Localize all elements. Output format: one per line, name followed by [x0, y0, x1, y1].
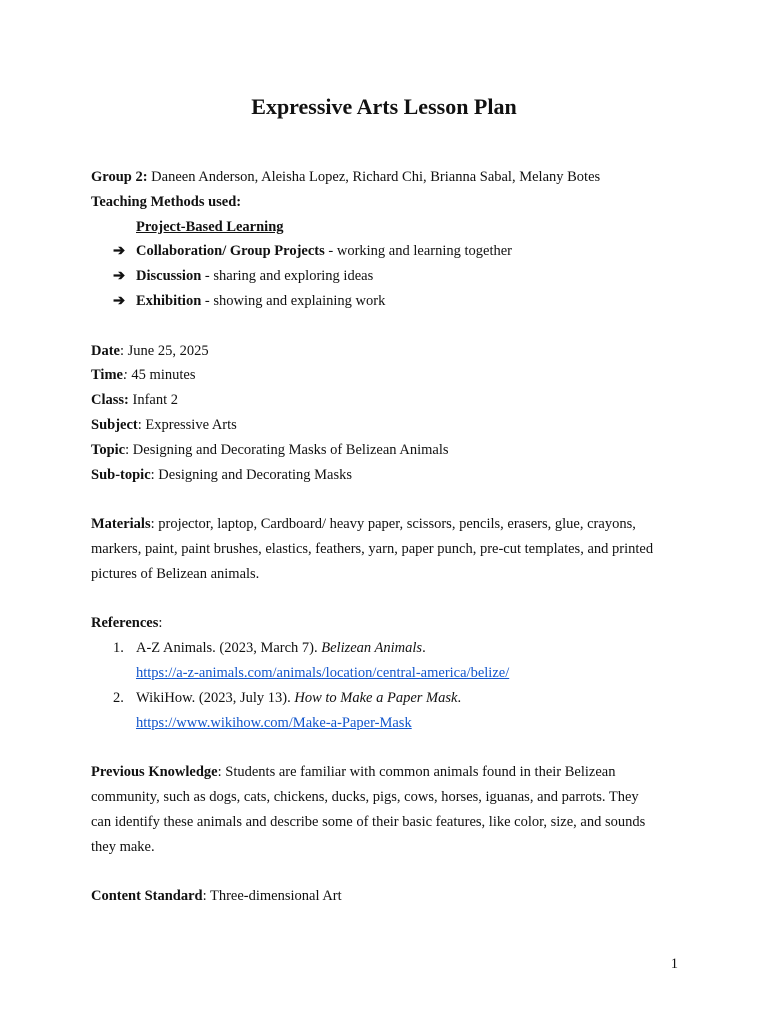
class-line: Class: Infant 2 — [91, 392, 178, 409]
subject-line: Subject: Expressive Arts — [91, 416, 237, 433]
spacer — [91, 587, 691, 612]
previous-knowledge-line: can identify these animals and describe some of their basic features, like color, size, and sounds — [91, 813, 646, 830]
arrow-right-icon: ➔ — [113, 292, 126, 309]
spacer — [91, 859, 691, 884]
reference-link[interactable]: https://www.wikihow.com/Make-a-Paper-Mask — [136, 714, 412, 731]
subtopic-line: Sub-topic: Designing and Decorating Masks — [91, 466, 352, 483]
materials-line: Materials: projector, laptop, Cardboard/ heavy paper, scissors, pencils, erasers, glue, crayons, — [91, 516, 636, 533]
method-item: ➔ Discussion - sharing and exploring ideas — [91, 264, 691, 289]
document-body — [91, 165, 691, 909]
reference-item: 2. WikiHow. (2023, July 13). How to Make a Paper Mask. — [113, 689, 462, 706]
reference-item: 1. A-Z Animals. (2023, March 7). Belizean Animals. — [113, 640, 426, 657]
group-line — [91, 165, 691, 190]
references-label: References: — [91, 615, 163, 632]
reference-link-line — [91, 661, 691, 686]
teaching-methods-heading: Project-Based Learning — [136, 218, 284, 235]
arrow-right-icon: ➔ — [113, 243, 126, 260]
method-item: ➔ Exhibition - showing and explaining work — [91, 289, 691, 314]
spacer — [91, 735, 691, 760]
group-members: Daneen Anderson, Aleisha Lopez, Richard Chi, Brianna Sabal, Melany Botes — [147, 169, 601, 185]
teaching-methods-label: Teaching Methods used: — [91, 193, 242, 210]
time-line: Time: 45 minutes — [91, 367, 196, 384]
group-label: Group 2: — [91, 169, 148, 185]
method-item: ➔ Collaboration/ Group Projects - working and learning together — [91, 239, 691, 264]
reference-link-line — [91, 711, 691, 736]
previous-knowledge-line: community, such as dogs, cats, chickens, ducks, pigs, cows, horses, iguanas, and parrots. They — [91, 788, 639, 805]
page-title: Expressive Arts Lesson Plan — [251, 94, 517, 119]
materials-line: markers, paint, paint brushes, elastics, feathers, yarn, paper punch, pre-cut templates, and printed — [91, 540, 654, 557]
previous-knowledge-line: they make. — [91, 838, 155, 855]
spacer — [91, 314, 691, 339]
date-line: Date: June 25, 2025 — [91, 342, 209, 359]
materials-line: pictures of Belizean animals. — [91, 565, 260, 582]
arrow-right-icon: ➔ — [113, 268, 126, 285]
page-number: 1 — [670, 956, 678, 972]
content-standard-line: Content Standard: Three-dimensional Art — [91, 888, 342, 905]
spacer — [91, 487, 691, 512]
reference-link[interactable]: https://a-z-animals.com/animals/location/central-america/belize/ — [136, 664, 510, 681]
topic-line: Topic: Designing and Decorating Masks of Belizean Animals — [91, 441, 449, 458]
previous-knowledge-line: Previous Knowledge: Students are familiar with common animals found in their Belizean — [91, 764, 616, 781]
